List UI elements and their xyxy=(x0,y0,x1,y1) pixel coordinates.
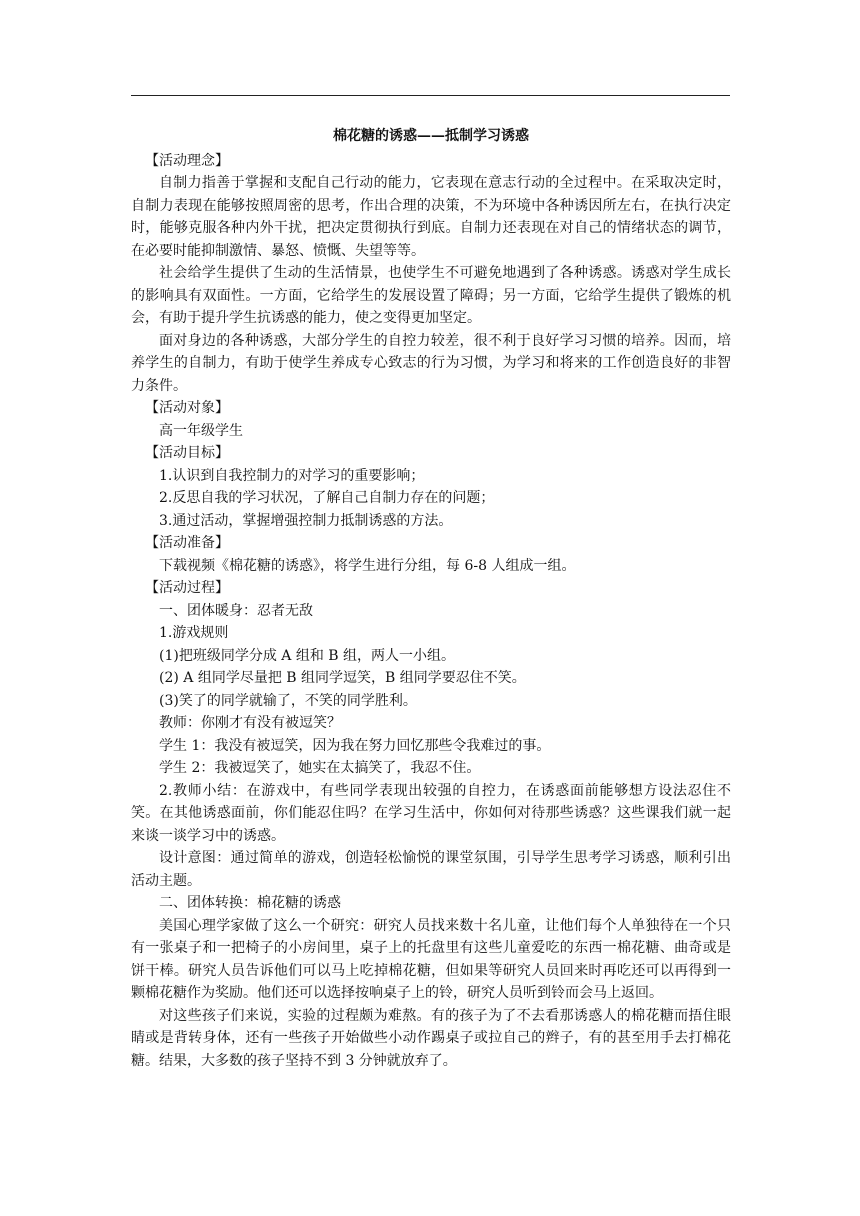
concept-paragraph: 面对身边的各种诱惑，大部分学生的自控力较差，很不利于良好学习习惯的培养。因而，培养学生的自制力，有助于使学生养成专心致志的行为习惯，为学习和将来的工作创造良好的非智力条件。 xyxy=(131,332,731,394)
rule-item: (3)笑了的同学就输了，不笑的同学胜利。 xyxy=(159,692,417,709)
target-text: 高一年级学生 xyxy=(159,422,243,439)
header-rule xyxy=(131,95,730,96)
document-title: 棉花糖的诱惑——抵制学习诱惑 xyxy=(333,128,529,144)
prep-text: 下载视频《棉花糖的诱惑》，将学生进行分组，每 6-8 人组成一组。 xyxy=(159,557,576,574)
design-intent: 设计意图：通过简单的游戏，创造轻松愉悦的课堂氛围，引导学生思考学习诱惑，顺利引出活动主题。 xyxy=(131,850,731,889)
heading-process: 【活动过程】 xyxy=(145,580,229,596)
teacher-summary: 2.教师小结：在游戏中，有些同学表现出较强的自控力，在诱惑面前能够想方设法忍住不笑。在其他诱惑面前，你们能忍住吗？在学习生活中，你如何对待那些诱惑？这些课我们就一起来谈一谈学习中的诱惑。 xyxy=(131,782,731,844)
goal-item: 2.反思自我的学习状况，了解自己自制力存在的问题； xyxy=(159,490,495,506)
dialogue-line: 教师：你刚才有没有被逗笑？ xyxy=(159,715,341,731)
experiment-paragraph: 美国心理学家做了这么一个研究：研究人员找来数十名儿童，让他们每个人单独待在一个只有一张桌子和一把椅子的小房间里，桌子上的托盘里有这些儿童爱吃的东西一棉花糖、曲奇或是饼干棒。研究人员告诉他们可以马上吃掉棉花糖，但如果等研究人员回来时再吃还可以再得到一颗棉花糖作为奖励。他们还可以选择按响桌子上的铃，研究人员听到铃而会马上返回。 xyxy=(131,917,731,1001)
concept-paragraph: 自制力指善于掌握和支配自己行动的能力，它表现在意志行动的全过程中。在采取决定时，自制力表现在能够按照周密的思考，作出合理的决策，不为环境中各种诱因所左右，在执行决定时，能够克服各种内外干扰，把决定贯彻执行到底。自制力还表现在对自己的情绪状态的调节，在必要时能抑制激情、暴怒、愤慨、失望等等。 xyxy=(131,175,731,259)
rule-item: (2) A 组同学尽量把 B 组同学逗笑，B 组同学要忍住不笑。 xyxy=(159,670,526,686)
dialogue-line: 学生 1：我没有被逗笑，因为我在努力回忆那些令我难过的事。 xyxy=(159,737,551,754)
heading-concept: 【活动理念】 xyxy=(145,152,229,169)
rules-title: 1.游戏规则 xyxy=(159,625,229,641)
experiment-paragraph: 对这些孩子们来说，实验的过程颇为难熬。有的孩子为了不去看那诱惑人的棉花糖而捂住眼睛或是背转身体，还有一些孩子开始做些小动作踢桌子或拉自己的辫子，有的甚至用手去打棉花糖。结果，大多数的孩子坚持不到 3 分钟就放弃了。 xyxy=(131,1007,731,1069)
goal-item: 3.通过活动，掌握增强控制力抵制诱惑的方法。 xyxy=(159,512,453,529)
document-body xyxy=(131,125,731,1072)
goal-item: 1.认识到自我控制力的对学习的重要影响； xyxy=(159,467,425,484)
part2-title: 二、团体转换：棉花糖的诱惑 xyxy=(159,895,341,911)
heading-prep: 【活动准备】 xyxy=(145,535,229,551)
heading-goals: 【活动目标】 xyxy=(145,445,229,461)
part1-title: 一、团体暖身：忍者无敌 xyxy=(159,602,313,619)
rule-item: (1)把班级同学分成 A 组和 B 组，两人一小组。 xyxy=(159,647,456,664)
concept-paragraph: 社会给学生提供了生动的生活情景，也使学生不可避免地遇到了各种诱惑。诱惑对学生成长的影响具有双面性。一方面，它给学生的发展设置了障碍；另一方面，它给学生提供了锻炼的机会，有助于提升学生抗诱惑的能力，使之变得更加坚定。 xyxy=(131,265,731,326)
heading-target: 【活动对象】 xyxy=(145,400,229,416)
dialogue-line: 学生 2：我被逗笑了，她实在太搞笑了，我忍不住。 xyxy=(159,760,481,776)
